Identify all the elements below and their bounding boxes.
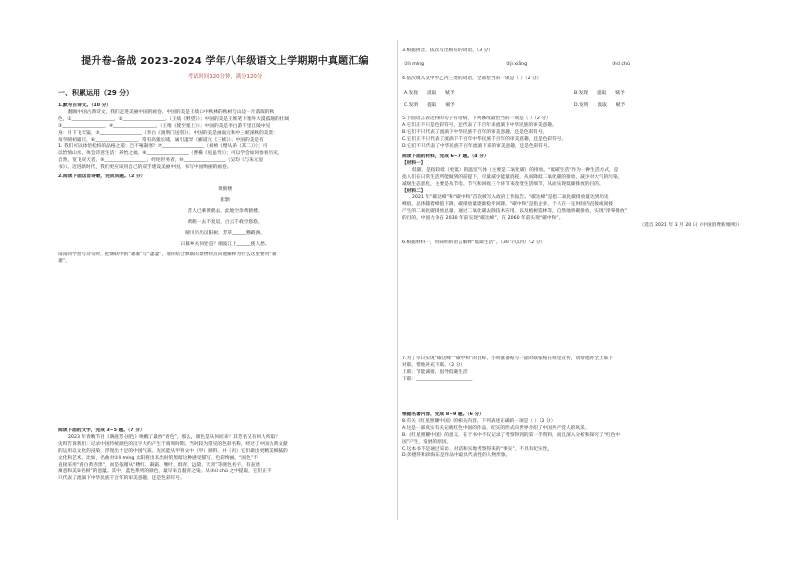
question-4 xyxy=(402,76,742,83)
material-2-label: 【材料二】 xyxy=(402,188,426,194)
page-title: 提升卷-备战 2023-2024 学年八年级语文上学期期中真题汇编 xyxy=(81,56,369,67)
question-3 xyxy=(402,48,742,55)
question-1-line: 书》）。迈进新时代，我们更应该用自己的双手建设美丽中国，书写中国绚丽的画卷。 xyxy=(58,165,232,171)
q8-option: D.彭德怀和徐海东是作品中最具代表性的人物形象。 xyxy=(402,453,511,459)
right-column xyxy=(402,0,742,562)
question-6 xyxy=(402,240,742,247)
reading-passage xyxy=(58,428,392,483)
couplet-lower-label: 下联： xyxy=(402,376,417,382)
reading-line: 寓意和美②名相“的意蕴。其中，蓝色系列的颜色，最早来自靛青之染。从③sǐ chǔ 之中提取，它们正不 xyxy=(58,469,272,475)
question-8 xyxy=(402,412,742,460)
question-1 xyxy=(58,103,392,172)
question-2-head-text: 2.阅读下面这首诗歌，完成问题。（2 分） xyxy=(58,174,146,179)
q4-option-c-w1: C.发明 xyxy=(404,103,419,108)
reading-line: 直接采用“青白黄赤黑”，而是依循从“楼红、凝霜、缃叶、群青、远黛、天青”等颜色名字，有表述 xyxy=(58,462,260,468)
pinyin-blank-2: ②jì xiāng xyxy=(506,62,528,67)
q5-option: D.它们不只代表了中华民族千百年流淌下来的审美意趣，还是色彩符号。 xyxy=(402,143,553,149)
q4-option-a-w3: 赋予 xyxy=(445,91,455,96)
pinyin-blank-1: ①lì míng xyxy=(404,62,425,67)
material-1-line: 减缓生态恶化，主要是从节电、节气和回收三个环节来改变生活细节，从而实现低碳排放的目的。 xyxy=(402,181,604,187)
q4-option-b xyxy=(574,90,625,96)
poem-line: 黄鹤一去不复返，白云千载空悠悠。 xyxy=(187,220,263,225)
column-divider xyxy=(397,40,398,520)
q4-option-c xyxy=(404,102,455,108)
question-2-line: 萋”。 xyxy=(58,258,70,264)
q4-option-c-w3: 赋予 xyxy=(445,103,455,108)
question-4-head: 4.依次填入文中甲乙丙三处的词语，全部恰当的一项是（ ）（2 分） xyxy=(402,76,542,81)
pinyin-blank-3: ③sǐ chǔ xyxy=(612,62,630,67)
material-1-line: 指人们在日常生活所能做到的前提下，尽量减少能量消耗，从而降低二氧化碳的排放，减少对大气的污染， xyxy=(402,174,623,180)
materials-head: 阅读下面的材料，完成 6~7 题。（4 分） xyxy=(402,154,489,159)
q4-option-d xyxy=(574,102,625,108)
q5-option: C.它们正不只代表了流淌下千百年中华民族千百年的审美意趣，还是色彩符号。 xyxy=(402,136,567,142)
left-column xyxy=(58,0,392,562)
q5-option: B.它们不只代表了流淌下中华民族千百年的审美意趣，还是色彩符号。 xyxy=(402,129,548,135)
question-7-line: 7.为了早日实现“碳达峰”“碳中和”的目标，小明准备贴写一副对联张贴在班里宣传，请帮他补全上联下 xyxy=(402,356,614,361)
poem-line: 日暮乡关何处是？烟波江上______使人愁。 xyxy=(180,242,270,247)
couplet-lower: 下联：________________________ xyxy=(402,376,473,382)
q4-option-d-w1: D.发明 xyxy=(574,103,589,108)
question-3-head: 3.根据拼音，依次写出相应的词语。（3 分） xyxy=(402,48,493,53)
question-6-text: 6.根据材料一，用简明的语言解释“低碳生活”。（30 字以内）（2 分） xyxy=(402,240,546,245)
exam-time-note: 考试时间120分钟，满分120分 xyxy=(187,74,263,80)
poem-line: 晴川历历汉阳树，芳草______鹦鹉洲。 xyxy=(185,231,265,236)
q4-option-d-w3: 赋予 xyxy=(615,103,626,108)
reading-line: 文化和艺术，比如，名曲对①lì míng 太阳将出未出时的黑暗这种感受描写，色彩绚丽。“国色”不 xyxy=(58,455,258,461)
reading-line: 的运用以文化的浸染，浮现出十足的中国气质。先民能从甲骨文中（甲）颜料，并（丙）它们做出更精美细腻的 xyxy=(58,448,288,454)
reading-line: 只代表了流淌下中华民族千百年的审美意趣，还是色彩符号。 xyxy=(58,476,185,482)
question-8-intro: 8.有关《红星照耀中国》的相关内容，下列表述正确的一项是（ ）（2 分） xyxy=(402,418,556,424)
q5-option: A.它们正不只是色彩符号，还代表了千百年来流淌下中华民族的审美意趣。 xyxy=(402,122,557,128)
question-7 xyxy=(402,356,742,384)
question-1-line: 1. 我们可以体悟松柏的品格之道：岂不罹凝寒？⑦__________________（刘桢《赠从弟（其二）》）；可 xyxy=(58,144,268,150)
question-1-line: ③__________________，④__________________。（王维《使至塞上》）；中国的美是李白游千里江陵中见 xyxy=(58,123,271,129)
q4-option-a-w2: 汲取 xyxy=(426,91,437,96)
q8-option: B.《红星照耀中国》的意义，在于书中不仅记录了考察得到的第一手资料，而且深入分析和探究了“红色中 xyxy=(402,432,621,438)
q4-option-b-w1: B.发现 xyxy=(574,91,589,96)
question-1-line: 自然，宽飞戾天者，⑨__________________；经纶世务者，⑩__________________（吴均《与朱元思 xyxy=(58,158,264,164)
reading-line: 2023 年春晚节目《满庭芳·国色》唤醒了最炒“青色”。那么，颜色是从何而来？其芳名又有何人所取？ xyxy=(68,434,280,440)
material-1-line: 低碳，是指较低（更低）的温室气体（主要是二氧化碳）的排放。“低碳生活”作为一种生活方式，是 xyxy=(412,167,619,173)
question-8-section-head: 根据名著内容，完成 8~9 题。（6 分） xyxy=(402,412,484,417)
question-1-line: 翻阅中国古典诗文，我们走进美丽中国的画卷。中国的美是王绩口中秋林的秋树与山边一片落晖的秋 xyxy=(68,109,275,115)
material-2-line: 峰值，总体随着峰值下降，碳排放量逐渐稳步回降。“碳中和”是指企业、个人在一定时间内直接或间接 xyxy=(402,202,614,208)
poem-author: 崔颢 xyxy=(220,198,230,203)
material-2-line: 产生的二氧化碳排放总量，通过二氧化碳去除技术应用，以及植树造林等，自然地将碳排放，实现“净零排放” xyxy=(402,209,628,215)
q4-option-b-w3: 赋予 xyxy=(615,91,625,96)
material-1-label: 【材料一】 xyxy=(402,160,426,166)
q4-option-a-w1: A.发现 xyxy=(404,91,418,96)
poem-line: 昔人已乘黄鹤去，此地空余黄鹤楼。 xyxy=(187,209,263,214)
question-1-line: 以怡情山水，体会诗意生活：养怡之福，⑧__________________（曹操《龟虽寿》）；可以学会如何参看历史， xyxy=(58,151,283,157)
q4-option-b-w2: 提取 xyxy=(597,91,607,96)
q4-option-c-w2: 提取 xyxy=(427,103,437,108)
question-1-line: 身：月下飞天镜，⑤__________________（李白《渡荆门送别》）；中国的美是画面元和中三峡深秋的美景： xyxy=(58,130,278,136)
q8-option: A.这是一部真实有关记载红色中国的作品，纪实的形式向世界介绍了中国共产党人的风采。 xyxy=(402,425,590,431)
question-2-head xyxy=(58,174,392,181)
question-2-line: 南南同学誊写诗句时，把颔联中的“萋萋”写“凄凄”，请你结合颔联的景物特点向他解释为什么这里要用“萋 xyxy=(58,252,277,257)
question-1-head: 1.默写古诗文。（10 分） xyxy=(58,103,112,108)
question-2-prompt xyxy=(58,252,392,266)
q4-option-d-w2: 汲取 xyxy=(597,103,607,108)
reading-head: 阅读下面的文字，完成 3~5 题。（7 分） xyxy=(58,428,145,433)
q8-option: 国”产生，发展的原因。 xyxy=(402,439,452,445)
question-5-head: 5.下面语言表达得的句子有语病，下列修改最恰当的一项是（ ）（2 分） xyxy=(402,116,551,121)
material-2-line: 的目的。中国力争在 2030 年前实现“碳达峰”，在 2060 年前实现“碳中和”。 xyxy=(402,216,564,222)
poem xyxy=(58,184,392,250)
poem-title: 黄鹤楼 xyxy=(217,187,233,192)
question-5 xyxy=(402,116,742,151)
couplet-upper: 上联：节能减排，倡导低碳生活 xyxy=(402,369,468,375)
question-1-line: 每至晴初霜旦，⑥__________________，常有高猿长啸，属引凄异（郦道元《三峡》）；中国的美是有 xyxy=(58,137,264,143)
materials xyxy=(402,154,742,230)
reading-line: 史料告诉我们：记录中国传统颜色的汉字大约产生于商周时期。当时较为常见的色彩名称，经过了中国古典文献 xyxy=(58,441,288,447)
question-7-line: 对联，帮他补充下联。（2 分） xyxy=(402,362,466,368)
material-2-line: 2021 年“碳达峰”和“碳中和”首次被写入政府工作报告。“碳达峰”是指二氧化碳排放量达到历史 xyxy=(412,195,609,201)
q8-option: C.这本书不是通过采访、对话和实地考察得来的“事实”，不具有纪实性。 xyxy=(402,446,553,452)
material-source: （选自 2021 年 3 月 20 日《中国消费新闻网》） xyxy=(639,223,742,229)
question-1-line: 色，①__________________，②__________________。（王绩《野望》）；中国的美是王维笔下塞外大漠孤烟的壮阔 xyxy=(58,116,290,122)
section-heading: 一、积累运用（29 分） xyxy=(58,89,134,97)
q4-option-a xyxy=(404,90,455,96)
